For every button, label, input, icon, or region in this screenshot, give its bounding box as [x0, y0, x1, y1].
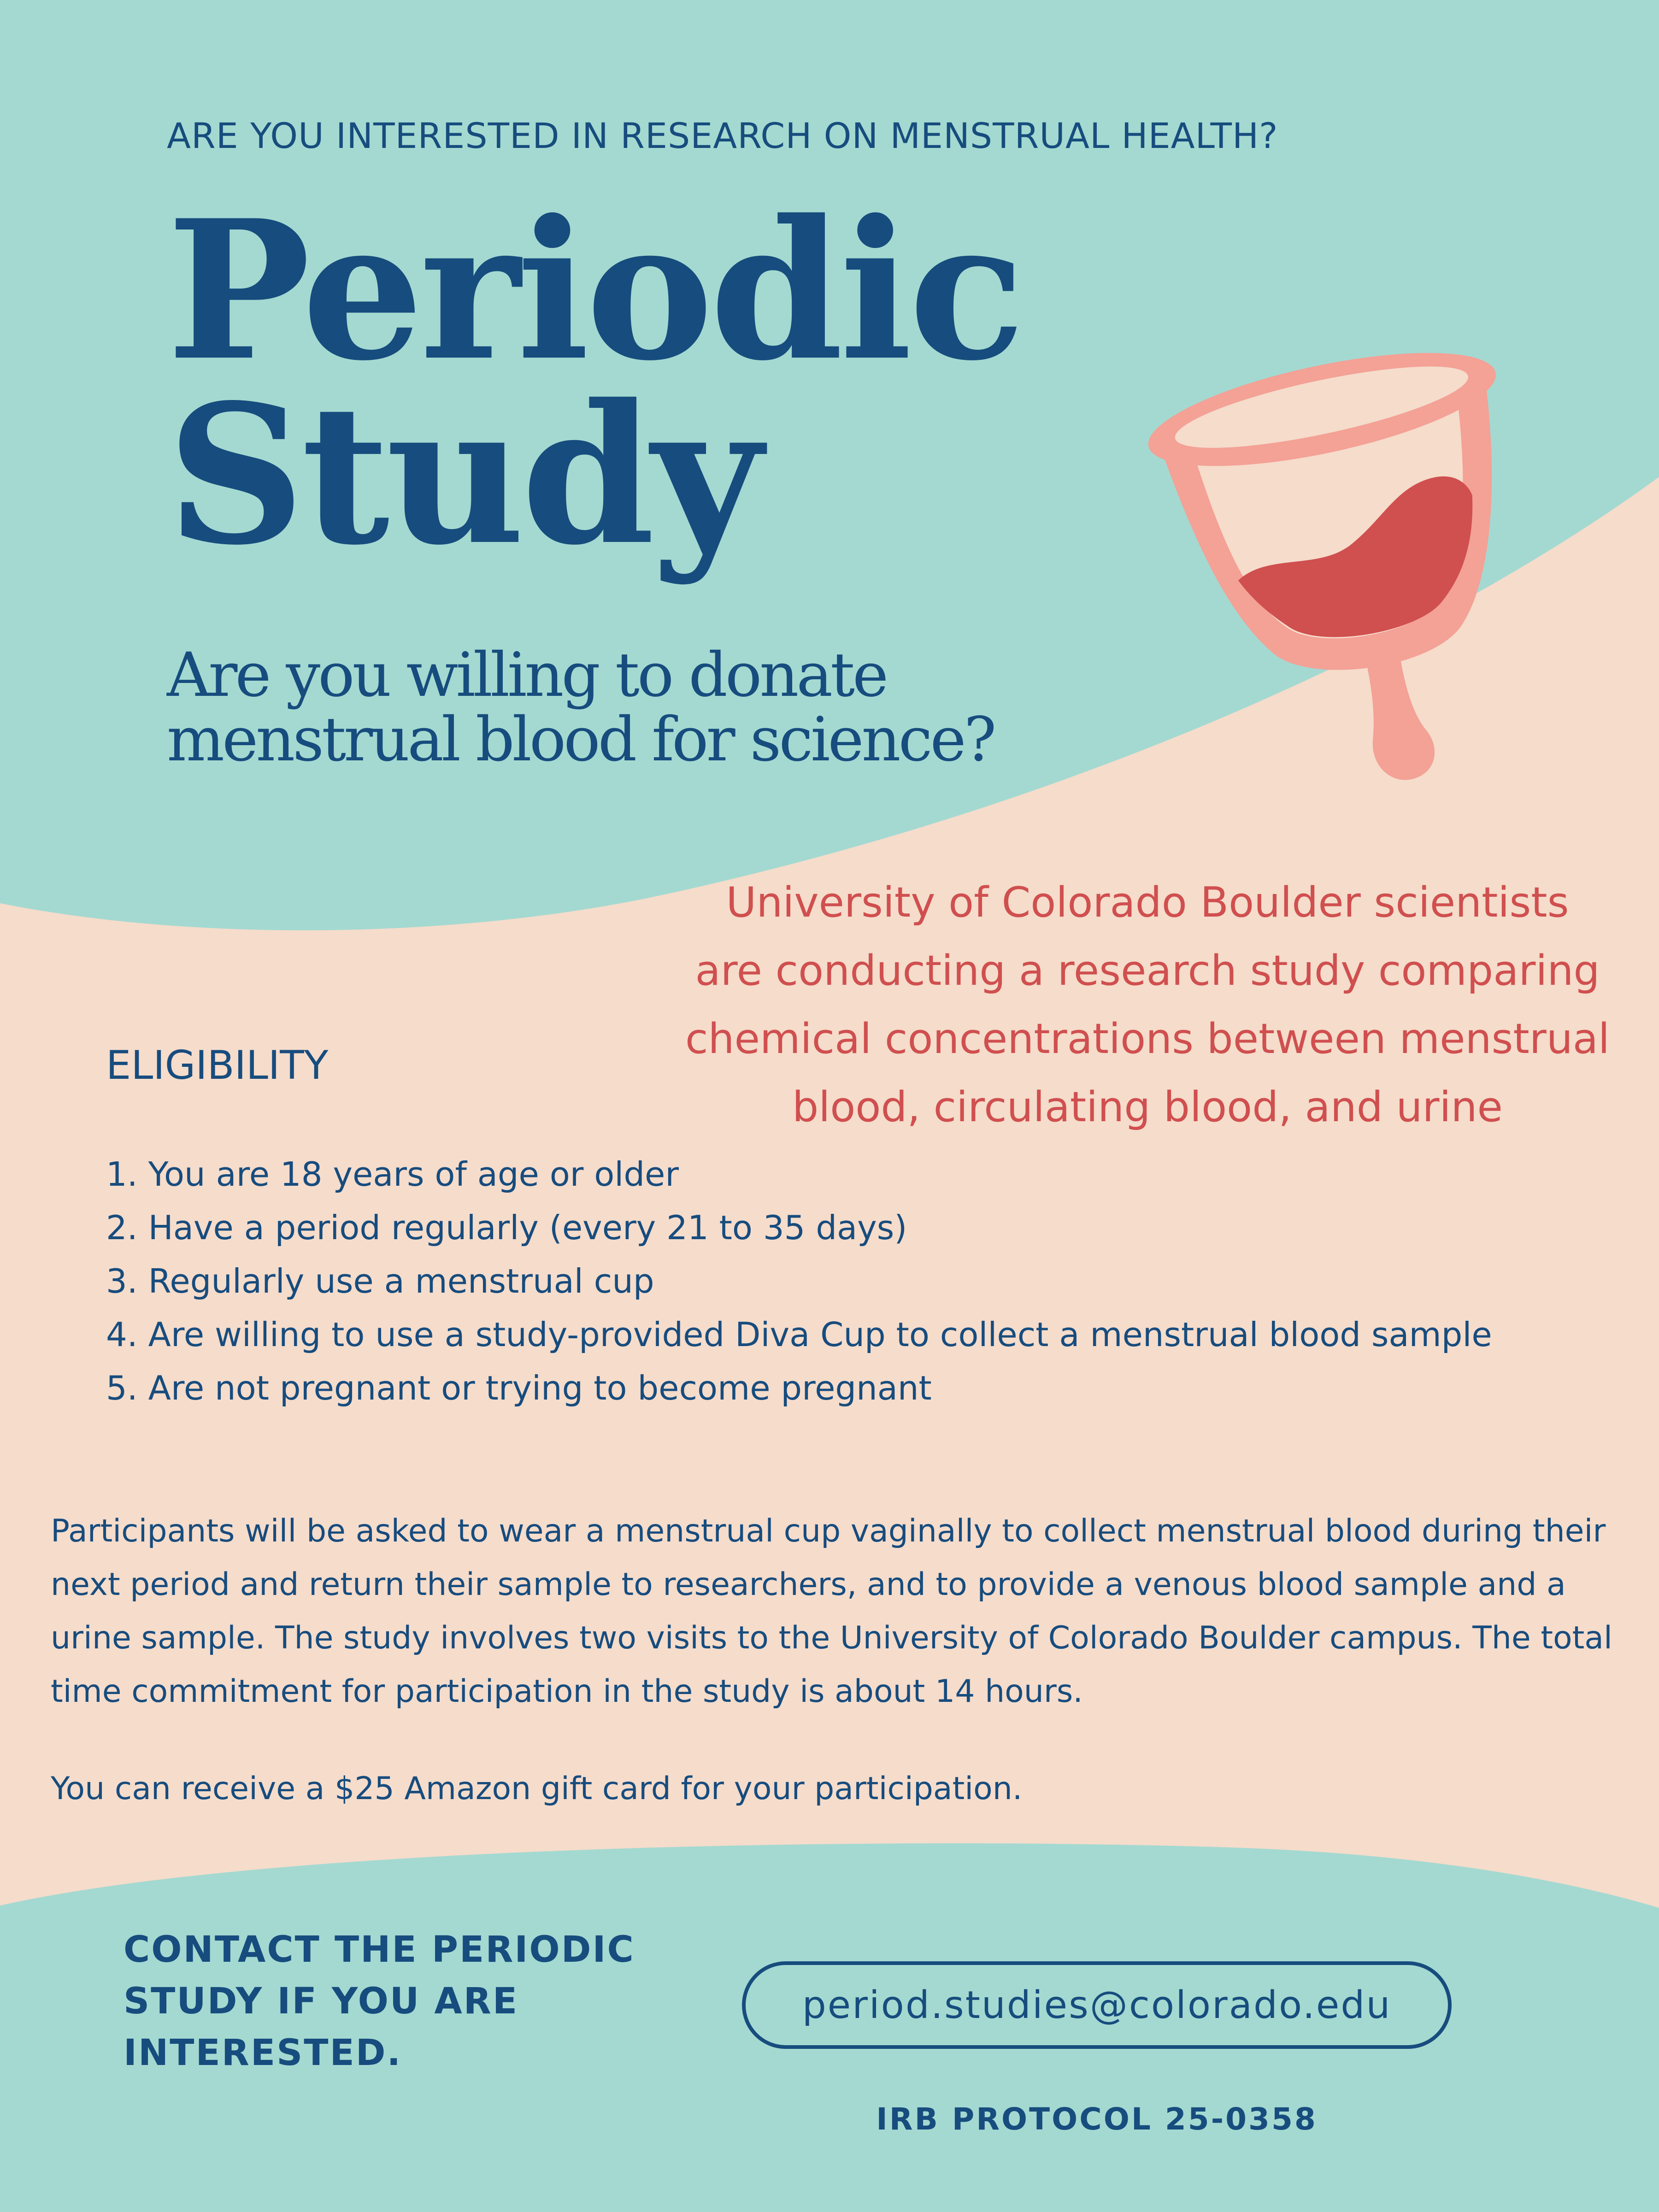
contact-email[interactable]: period.studies@colorado.edu — [802, 1983, 1392, 2027]
irb-protocol: IRB PROTOCOL 25-0358 — [876, 2101, 1318, 2137]
eligibility-item: 5. Are not pregnant or trying to become pregnant — [106, 1369, 932, 1407]
intro-line-4: blood, circulating blood, and urine — [792, 1083, 1503, 1131]
intro-line-1: University of Colorado Boulder scientists — [726, 878, 1569, 927]
page-title — [167, 178, 1022, 587]
contact-line-3: INTERESTED. — [124, 2032, 402, 2074]
contact-email-pill[interactable] — [742, 1961, 1452, 2049]
eligibility-heading: ELIGIBILITY — [106, 1042, 329, 1088]
intro-line-3: chemical concentrations between menstrual — [685, 1015, 1610, 1063]
study-intro — [673, 869, 1622, 1141]
eligibility-item: 2. Have a period regularly (every 21 to 35 days) — [106, 1208, 907, 1247]
reward-text: You can receive a $25 Amazon gift card for your participation. — [51, 1771, 1023, 1807]
details-paragraph: Participants will be asked to wear a menstrual cup vaginally to collect menstrual blood during their next period and return their sample to researchers, and to provide a venous blood sample and a urine sample. The study involves two visits to the University of Colorado Boulder campus. The total time commitment for participation in the study is about 14 hours. — [51, 1513, 1612, 1710]
research-question: ARE YOU INTERESTED IN RESEARCH ON MENSTRUAL HEALTH? — [167, 115, 1278, 156]
eligibility-item: 1. You are 18 years of age or older — [106, 1155, 679, 1194]
subtitle-line-1: Are you willing to donate — [167, 640, 887, 711]
title-line-2: Study — [167, 362, 759, 587]
contact-line-2: STUDY IF YOU ARE — [124, 1981, 519, 2022]
eligibility-list — [106, 1147, 1492, 1415]
eligibility-item: 4. Are willing to use a study-provided Diva Cup to collect a menstrual blood sample — [106, 1315, 1492, 1354]
menstrual-cup-icon — [1138, 304, 1562, 802]
intro-line-2: are conducting a research study comparing — [695, 947, 1600, 995]
contact-line-1: CONTACT THE PERIODIC — [124, 1929, 635, 1971]
title-line-1: Periodic — [167, 178, 1022, 403]
contact-callout — [124, 1924, 635, 2079]
eligibility-item: 3. Regularly use a menstrual cup — [106, 1262, 654, 1300]
subtitle — [167, 640, 994, 775]
study-details — [51, 1505, 1627, 1718]
subtitle-line-2: menstrual blood for science? — [167, 704, 994, 775]
